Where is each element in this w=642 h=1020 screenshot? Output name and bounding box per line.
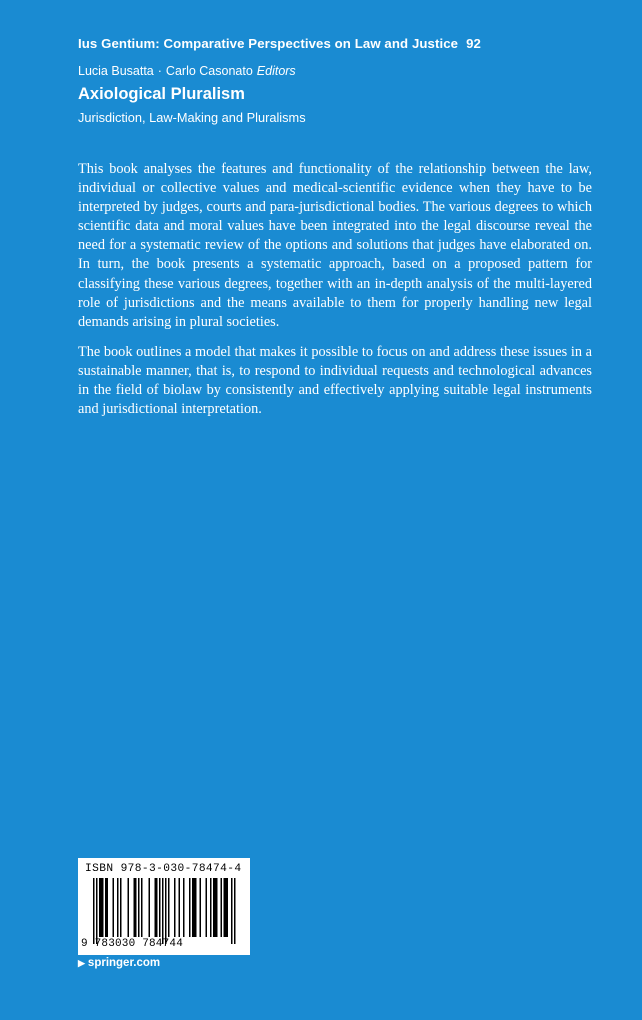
barcode-bar	[141, 878, 143, 937]
publisher-url: springer.com	[87, 957, 161, 969]
barcode-bar	[225, 878, 227, 937]
series-number: 92	[466, 36, 481, 51]
barcode-bar	[120, 878, 122, 937]
barcode-bar	[134, 878, 136, 937]
barcode-bar	[113, 878, 115, 937]
barcode-bar	[149, 878, 151, 937]
barcode-digits: 9 783030 784744	[81, 938, 184, 950]
book-subtitle: Jurisdiction, Law-Making and Pluralisms	[78, 110, 306, 125]
editors-role: Editors	[256, 64, 296, 78]
barcode-bar	[117, 878, 119, 937]
barcode-bar	[231, 878, 233, 944]
barcode-bar	[200, 878, 202, 937]
barcode-bar	[135, 878, 137, 937]
blurb	[78, 160, 592, 430]
barcode-bar	[234, 878, 236, 944]
isbn-label: ISBN 978-3-030-78474-4	[85, 863, 242, 875]
barcode-bar	[99, 878, 101, 937]
barcode-bar	[183, 878, 185, 937]
barcode-bar	[96, 878, 98, 944]
barcode-bar	[210, 878, 212, 937]
series-title: Ius Gentium: Comparative Perspectives on Law and Justice	[78, 36, 459, 51]
barcode-bar	[179, 878, 181, 937]
barcode-bar	[101, 878, 103, 937]
barcode-bar	[192, 878, 194, 937]
barcode-bar	[224, 878, 226, 937]
barcode-bar	[155, 878, 157, 937]
editors-line	[78, 64, 296, 78]
series-line	[78, 36, 481, 51]
editor-name: Carlo Casonato	[165, 64, 253, 78]
barcode-bar	[215, 878, 217, 937]
blurb-paragraph: The book outlines a model that makes it possible to focus on and address these issues in a sustainable manner, that is, to respond to individual requests and technological advances in the field of biolaw by consistently and effectively applying suitable legal instruments and jurisdictional interpretation.	[78, 343, 592, 418]
barcode-bar	[105, 878, 107, 937]
barcode-bar	[159, 878, 161, 937]
barcode-bar	[174, 878, 176, 937]
editor-name: Lucia Busatta	[78, 64, 154, 78]
barcode-bar	[168, 878, 170, 937]
barcode-bar	[227, 878, 229, 937]
right-triangle-icon: ▶	[78, 958, 85, 968]
book-title: Axiological Pluralism	[78, 85, 245, 103]
barcode-bar	[162, 878, 164, 944]
barcode-bar	[213, 878, 215, 937]
barcode-bar	[221, 878, 223, 937]
publisher-link[interactable]	[78, 957, 160, 969]
barcode-bar	[194, 878, 196, 937]
barcode-bar	[107, 878, 109, 937]
barcode-bar	[93, 878, 95, 944]
barcode-bar	[128, 878, 130, 937]
barcode-bar	[156, 878, 158, 937]
barcode-bar	[195, 878, 197, 937]
editor-separator: ·	[157, 64, 162, 78]
barcode-bar	[102, 878, 104, 937]
barcode-bar	[165, 878, 167, 944]
barcode-bar	[206, 878, 208, 937]
barcode-bar	[216, 878, 218, 937]
blurb-paragraph: This book analyses the features and functionality of the relationship between the law, individual or collective values and medical-scientific evidence when they have to be interpreted by judges, courts and para-jurisdictional bodies. The various degrees to which scientific data and moral values have been integrated into the legal discourse reveal the need for a systematic review of the options and solutions that judges have elaborated on. In turn, the book presents a systematic approach, based on a proposed pattern for classifying these various degrees, together with an in-depth analysis of the multi-layered role of jurisdictions and the means available to them for properly handling new legal demands arising in plural societies.	[78, 161, 592, 330]
barcode	[78, 858, 250, 955]
barcode-bar	[189, 878, 191, 937]
barcode-bar	[138, 878, 140, 937]
